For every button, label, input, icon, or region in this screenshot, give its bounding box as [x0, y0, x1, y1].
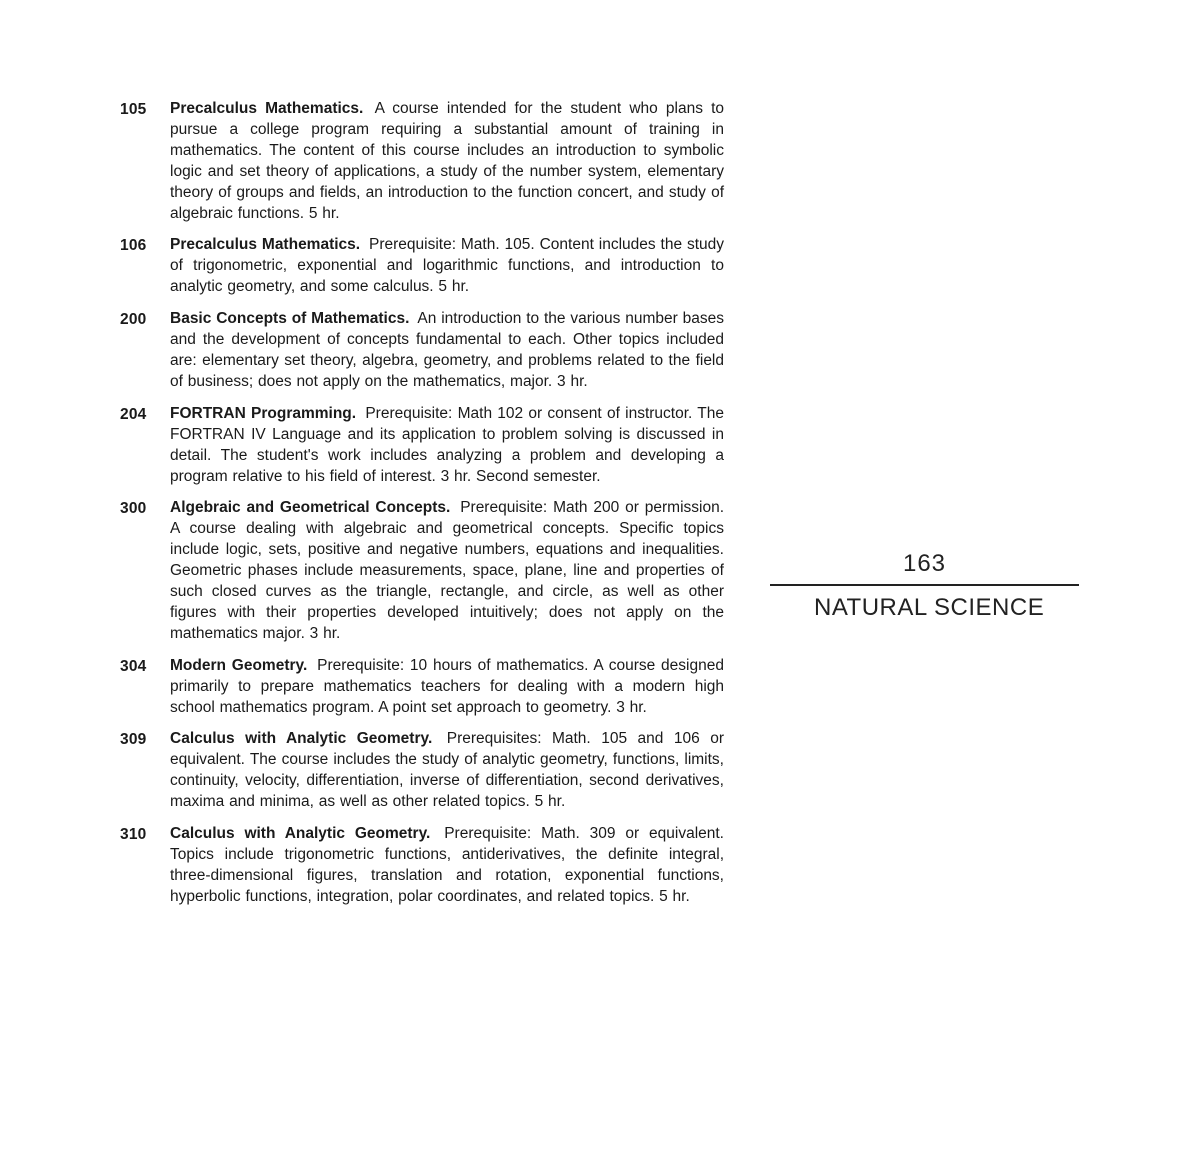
course-description: [170, 656, 724, 719]
course-title: FORTRAN Programming.: [170, 404, 357, 422]
course-entry-310: [112, 824, 724, 908]
course-description: [170, 404, 724, 488]
course-number: 106: [120, 237, 147, 255]
course-description: [170, 498, 724, 644]
course-title: Calculus with Analytic Geometry.: [170, 825, 431, 843]
course-description: [170, 99, 724, 224]
course-text: Prerequisite: Math. 309 or equivalent. Topics include trigonometric functions, antiderivatives, the definite integral, three-dimensional figures, translation and rotation, exponential functions, hyperbolic functions, integration, polar coordinates, and related topics. 5 hr.: [170, 825, 724, 905]
course-text: Prerequisites: Math. 105 and 106 or equivalent. The course includes the study of analytic geometry, functions, limits, continuity, velocity, differentiation, inverse of differentiation, second derivatives, maxima and minima, as well as other related topics. 5 hr.: [170, 730, 724, 811]
course-text: Prerequisite: Math 102 or consent of instructor. The FORTRAN IV Language and its application to problem solving is discussed in detail. The student's work includes analyzing a problem and developing a program relative to his field of interest. 3 hr. Second semester.: [170, 404, 724, 485]
course-number: 304: [120, 657, 147, 675]
page-number: 163: [902, 550, 947, 577]
course-title: Basic Concepts of Mathematics.: [170, 310, 410, 328]
course-entry-304: [112, 656, 724, 719]
course-text: Prerequisite: 10 hours of mathematics. A course designed primarily to prepare mathematics teachers for dealing with a modern high school mathematics program. A point set approach to geometry. 3 hr.: [170, 656, 724, 716]
course-description: [170, 309, 724, 393]
course-entry-200: [112, 309, 724, 393]
course-number: 200: [120, 311, 147, 329]
course-description: [170, 235, 724, 298]
course-number: 204: [120, 405, 147, 423]
course-text: A course intended for the student who plans to pursue a college program requiring a substantial amount of training in mathematics. The content of this course includes an introduction to symbolic logic and set theory of applications, a study of the number system, elementary theory of groups and fields, an introduction to the function concert, and study of algebraic functions. 5 hr.: [170, 100, 725, 222]
course-entry-300: [112, 498, 724, 644]
course-description: [170, 729, 724, 813]
course-title: Algebraic and Geometrical Concepts.: [170, 499, 451, 517]
course-text: Prerequisite: Math. 105. Content includes the study of trigonometric, exponential and logarithmic functions, and introduction to analytic geometry, and some calculus. 5 hr.: [170, 236, 724, 296]
course-description: [170, 824, 724, 908]
course-number: 310: [120, 826, 147, 844]
course-title: Precalculus Mathematics.: [170, 236, 361, 254]
course-title: Calculus with Analytic Geometry.: [170, 730, 433, 748]
course-text: An introduction to the various number bases and the development of concepts fundamental to each. Other topics included are: elementary set theory, algebra, geometry, and problems related to the field of business; does not apply on the mathematics, major. 3 hr.: [170, 310, 725, 390]
page-header-block: [770, 548, 1079, 624]
course-number: 105: [120, 101, 147, 118]
course-entry-106: [112, 235, 724, 298]
course-list: [112, 99, 724, 919]
course-number: 309: [120, 731, 147, 749]
header-rule: [770, 584, 1079, 586]
course-entry-309: [112, 729, 724, 813]
section-title: NATURAL SCIENCE: [814, 594, 1045, 621]
course-entry-105: [112, 99, 724, 224]
course-title: Modern Geometry.: [170, 656, 308, 674]
course-number: 300: [120, 500, 147, 518]
course-title: Precalculus Mathematics.: [170, 100, 364, 117]
course-entry-204: [112, 404, 724, 488]
course-text: Prerequisite: Math 200 or permission. A course dealing with algebraic and geometrical concepts. Specific topics include logic, sets, positive and negative numbers, equations and inequalities. Geometric phases include measurements, space, plane, line and properties of such closed curves as the triangle, rectangle, and circle, as well as other figures with their properties developed intuitively; does not apply on the mathematics major. 3 hr.: [170, 499, 725, 642]
